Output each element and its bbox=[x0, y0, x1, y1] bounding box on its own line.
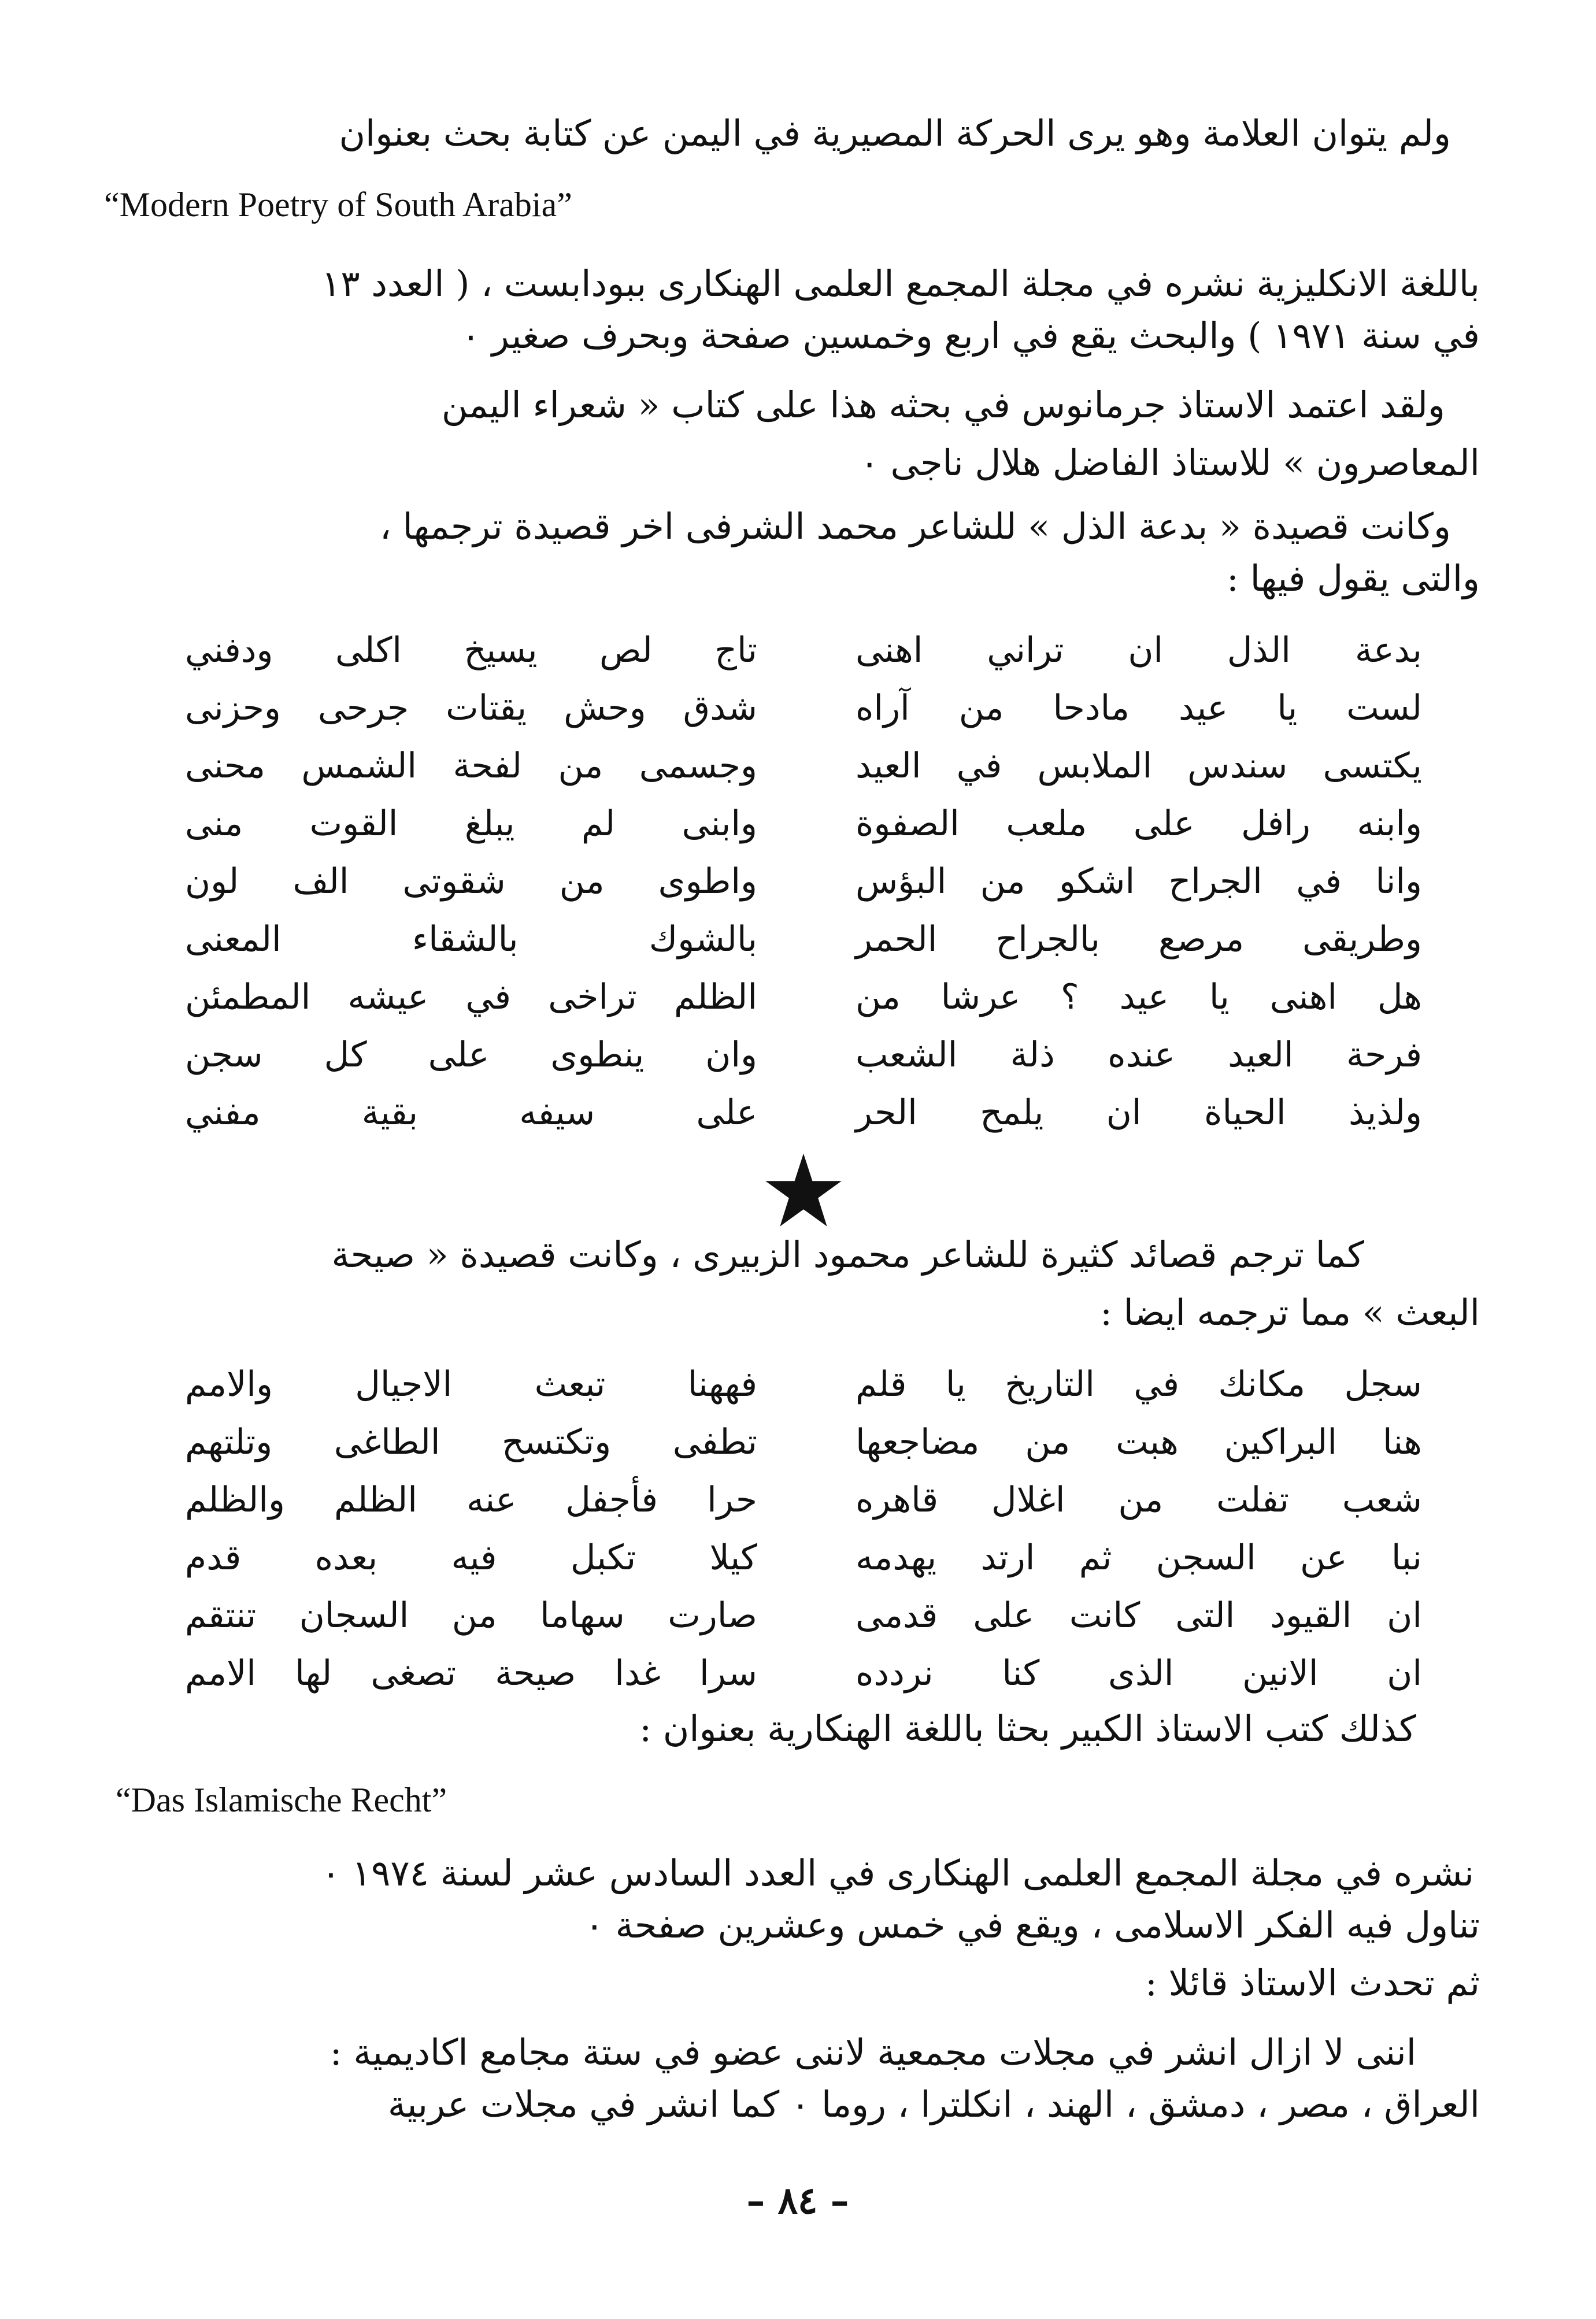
poem-2-right-column bbox=[856, 1355, 1422, 1702]
poem-line: تاج لص يسيخ اكلى ودفني bbox=[185, 630, 757, 670]
paragraph-zubairi-line-2: البعث » مما ترجمه ايضا : bbox=[1100, 1291, 1480, 1333]
poem-line: هنا البراكين هبت من مضاجعها bbox=[856, 1422, 1422, 1462]
poem-line: هل اهنى يا عيد ؟ عرشا من bbox=[856, 977, 1422, 1017]
poem-line: كيلا تكبل فيه بعده قدم bbox=[185, 1538, 757, 1578]
paragraph-statement-intro: ثم تحدث الاستاذ قائلا : bbox=[1145, 1962, 1480, 2004]
poem-line: نبا عن السجن ثم ارتد يهدمه bbox=[856, 1538, 1422, 1578]
paragraph-publication-1974-line-1: نشره في مجلة المجمع العلمى الهنكارى في العدد السادس عشر لسنة ١٩٧٤ ٠ bbox=[321, 1852, 1474, 1894]
paragraph-academies-line-2: العراق ، مصر ، دمشق ، الهند ، انكلترا ، روما ٠ كما انشر في مجلات عربية bbox=[387, 2083, 1480, 2125]
english-title-modern-poetry: “Modern Poetry of South Arabia” bbox=[104, 186, 572, 224]
poem-line: الظلم تراخى في عيشه المطمئن bbox=[185, 977, 757, 1017]
poem-line: شدق وحش يقتات جرحى وحزنى bbox=[185, 688, 757, 728]
poem-1-left-column bbox=[185, 621, 757, 1142]
poem-line: وابنى لم يبلغ القوت منى bbox=[185, 803, 757, 844]
poem-line: على سيفه بقية مفني bbox=[185, 1092, 757, 1133]
english-title-islamic-law: “Das Islamische Recht” bbox=[116, 1781, 447, 1819]
poem-line: سجل مكانك في التاريخ يا قلم bbox=[856, 1364, 1422, 1405]
poem-line: حرا فأجفل عنه الظلم والظلم bbox=[185, 1480, 757, 1520]
paragraph-intro: ولم يتوان العلامة وهو يرى الحركة المصيرية في اليمن عن كتابة بحث بعنوان bbox=[339, 112, 1451, 154]
paragraph-poem-intro-line-1: وكانت قصيدة « بدعة الذل » للشاعر محمد الشرفى اخر قصيدة ترجمها ، bbox=[379, 505, 1451, 547]
poem-line: بالشوك بالشقاء المعنى bbox=[185, 919, 757, 960]
poem-line: وجسمى من لفحة الشمس محنى bbox=[185, 746, 757, 786]
poem-line: ان القيود التى كانت على قدمى bbox=[856, 1595, 1422, 1636]
poem-line: واطوى من شقوتى الف لون bbox=[185, 861, 757, 902]
poem-line: ولذيذ الحياة ان يلمح الحر bbox=[856, 1092, 1422, 1133]
poem-line: فههنا تبعث الاجيال والامم bbox=[185, 1364, 757, 1405]
poem-line: وطريقى مرصع بالجراح الحمر bbox=[856, 919, 1422, 960]
poem-2-left-column bbox=[185, 1355, 757, 1702]
poem-line: سرا غدا صيحة تصغى لها الامم bbox=[185, 1653, 757, 1694]
poem-1-right-column bbox=[856, 621, 1422, 1142]
poem-line: بدعة الذل ان تراني اهنى bbox=[856, 630, 1422, 670]
poem-line: شعب تفلت من اغلال قاهره bbox=[856, 1480, 1422, 1520]
poem-line: وان ينطوى على كل سجن bbox=[185, 1035, 757, 1075]
paragraph-zubairi-line-1: كما ترجم قصائد كثيرة للشاعر محمود الزبيرى ، وكانت قصيدة « صيحة bbox=[331, 1233, 1364, 1276]
poem-line: يكتسى سندس الملابس في العيد bbox=[856, 746, 1422, 786]
page-number: – ٨٤ – bbox=[746, 2179, 849, 2222]
star-icon bbox=[763, 1150, 844, 1231]
paragraph-publication-1974-line-2: تناول فيه الفكر الاسلامى ، ويقع في خمس وعشرين صفحة ٠ bbox=[584, 1904, 1480, 1946]
paragraph-source-line-2: المعاصرون » للاستاذ الفاضل هلال ناجى ٠ bbox=[860, 442, 1480, 484]
poem-line: تطفى وتكتسح الطاغى وتلتهم bbox=[185, 1422, 757, 1462]
paragraph-poem-intro-line-2: والتى يقول فيها : bbox=[1227, 557, 1480, 599]
paragraph-source-line-1: ولقد اعتمد الاستاذ جرمانوس في بحثه هذا على كتاب « شعراء اليمن bbox=[441, 384, 1445, 426]
paragraph-publication-line-1: باللغة الانكليزية نشره في مجلة المجمع العلمى الهنكارى ببودابست ، ( العدد ١٣ bbox=[321, 262, 1480, 305]
poem-line: وابنه رافل على ملعب الصفوة bbox=[856, 803, 1422, 844]
poem-line: وانا في الجراح اشكو من البؤس bbox=[856, 861, 1422, 902]
paragraph-publication-line-2: في سنة ١٩٧١ ) والبحث يقع في اربع وخمسين صفحة وبحرف صغير ٠ bbox=[461, 314, 1480, 357]
poem-line: لست يا عيد مادحا من آراه bbox=[856, 688, 1422, 728]
poem-line: ان الانين الذى كنا نردده bbox=[856, 1653, 1422, 1694]
poem-line: فرحة العيد عنده ذلة الشعب bbox=[856, 1035, 1422, 1075]
paragraph-hungarian-research: كذلك كتب الاستاذ الكبير بحثا باللغة الهنكارية بعنوان : bbox=[639, 1707, 1416, 1750]
poem-line: صارت سهاما من السجان تنتقم bbox=[185, 1595, 757, 1636]
paragraph-academies-line-1: اننى لا ازال انشر في مجلات مجمعية لاننى عضو في ستة مجامع اكاديمية : bbox=[329, 2031, 1416, 2073]
